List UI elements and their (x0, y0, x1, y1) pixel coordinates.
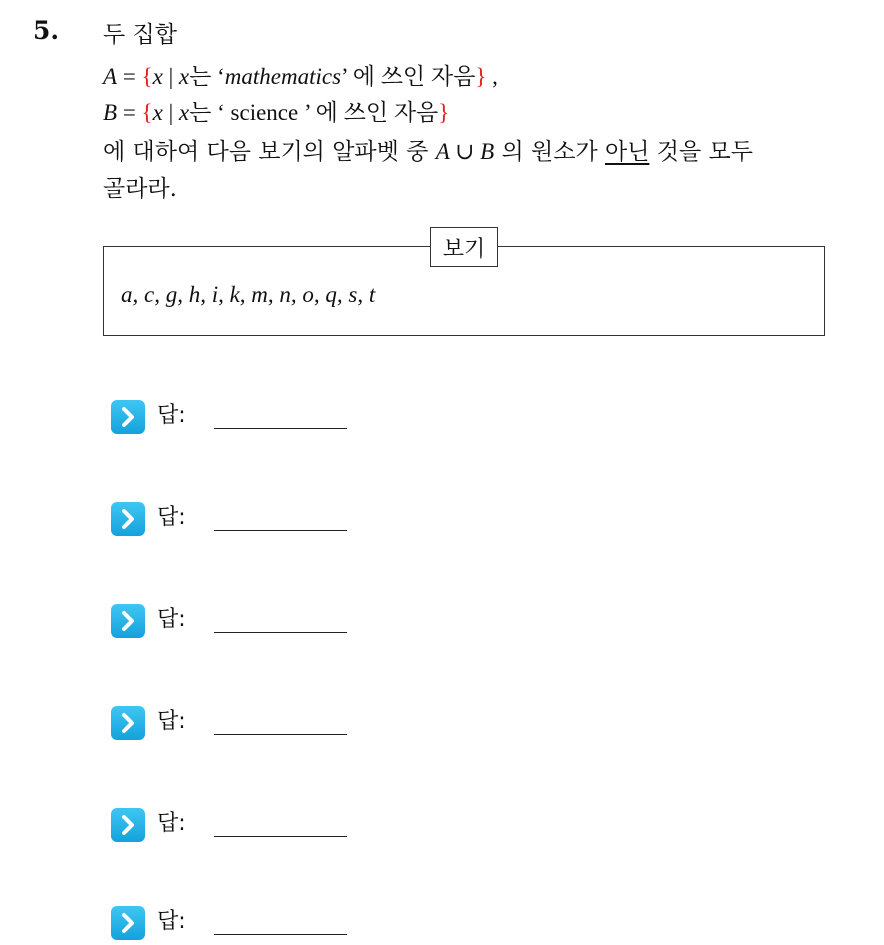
emphasis-not: 아닌 (604, 139, 650, 165)
answer-row (111, 904, 351, 944)
line3-mid: 의 원소가 (494, 139, 605, 165)
set-b-definition (103, 94, 449, 127)
chevron-right-icon (111, 808, 145, 842)
answer-label: 답: (157, 909, 186, 934)
answer-blank[interactable] (214, 934, 347, 935)
set-a-text-end: ’ 에 쓰인 자음 (341, 64, 476, 89)
set-a-text: 는 ‘ (189, 64, 225, 89)
question-line-3 (103, 133, 753, 166)
answer-label: 답: (157, 607, 186, 632)
brace-open: { (141, 100, 153, 125)
variable-x: x (178, 100, 190, 125)
chevron-right-icon (111, 502, 145, 536)
answer-blank[interactable] (214, 530, 347, 531)
chevron-right-icon (111, 604, 145, 638)
equals-sign: = (117, 64, 142, 89)
example-box-title: 보기 (430, 227, 498, 267)
answer-row (111, 602, 351, 642)
set-b-word: science (230, 100, 299, 125)
chevron-right-icon (111, 706, 145, 740)
brace-close: } (438, 100, 450, 125)
answer-label: 답: (157, 403, 186, 428)
equals-sign: = (117, 100, 142, 125)
line3-post: 것을 모두 (649, 139, 753, 165)
answer-label: 답: (157, 811, 186, 836)
chevron-right-icon (111, 400, 145, 434)
set-a-symbol: A (103, 64, 118, 89)
example-box-content: a, c, g, h, i, k, m, n, o, q, s, t (121, 282, 376, 307)
answer-row (111, 500, 351, 540)
set-a-definition (103, 58, 498, 91)
question-intro: 두 집합 (103, 22, 177, 48)
set-b-text-end: ’ 에 쓰인 자음 (298, 100, 439, 125)
answer-label: 답: (157, 709, 186, 734)
set-a-word: mathematics (224, 64, 342, 89)
brace-open: { (141, 64, 153, 89)
answer-blank[interactable] (214, 632, 347, 633)
set-b-symbol: B (103, 100, 118, 125)
question-number: 5. (33, 16, 60, 45)
answer-row (111, 806, 351, 846)
answer-row (111, 398, 351, 438)
set-b-text: 는 ‘ (189, 100, 231, 125)
variable-x: x (152, 100, 163, 125)
union-expression: A ∪ B (435, 139, 495, 164)
bar: | (162, 100, 179, 125)
answer-blank[interactable] (214, 734, 347, 735)
line3-pre: 에 대하여 다음 보기의 알파벳 중 (103, 139, 436, 165)
answer-blank[interactable] (214, 428, 347, 429)
variable-x: x (178, 64, 190, 89)
set-a-trail: , (486, 64, 498, 89)
chevron-right-icon (111, 906, 145, 940)
brace-close: } (475, 64, 487, 89)
question-line-4: 골라라. (103, 176, 177, 202)
answer-label: 답: (157, 505, 186, 530)
answer-blank[interactable] (214, 836, 347, 837)
bar: | (162, 64, 179, 89)
variable-x: x (152, 64, 163, 89)
answer-row (111, 704, 351, 744)
